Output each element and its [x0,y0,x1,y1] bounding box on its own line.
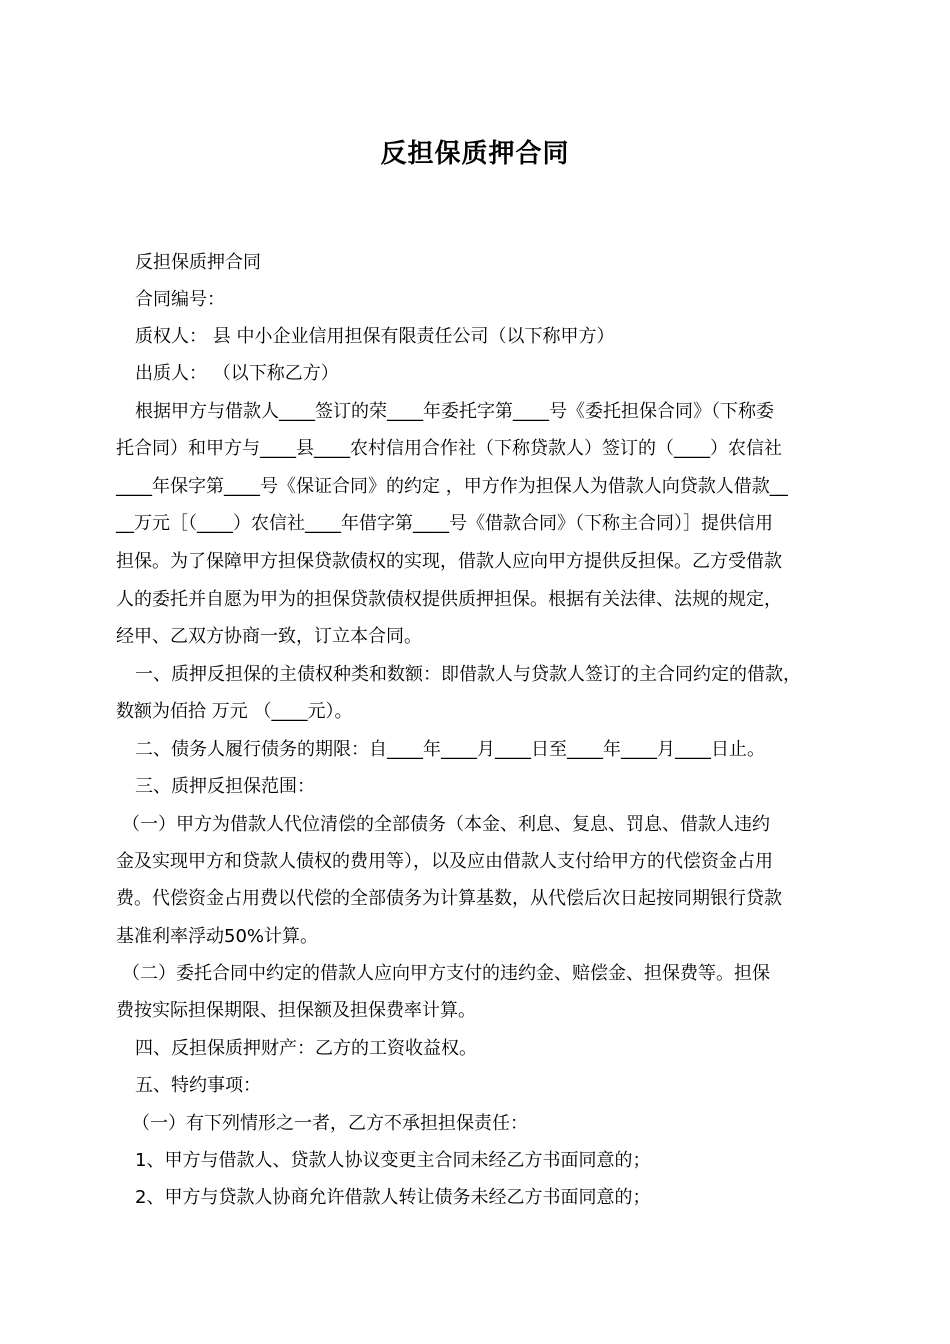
section-3: 三、质押反担保范围： [135,776,315,797]
clause-3-2: （二）委托合同中约定的借款人应向甲方支付的违约金、赔偿金、担保费等。担保 [122,963,770,984]
section-1: 一、质押反担保的主债权种类和数额：即借款人与贷款人签订的主合同约定的借款， [135,664,801,685]
paragraph-line: 根据甲方与借款人____签订的荣____年委托字第____号《委托担保合同》（下称委 [135,401,774,422]
clause-5-1: （一）有下列情形之一者，乙方不承担担保责任： [132,1113,528,1134]
paragraph-line: 托合同）和甲方与____县____农村信用合作社（下称贷款人）签订的（____）农信社 [116,438,782,459]
clause-3-1: （一）甲方为借款人代位清偿的全部债务（本金、利息、复息、罚息、借款人违约 [122,814,770,835]
paragraph-line: 人的委托并自愿为甲为的担保贷款债权提供质押担保。根据有关法律、法规的规定， [116,589,782,610]
paragraph-line: ____年保字第____号《保证合同》的约定 ，甲方作为担保人为借款人向贷款人借款__ [116,476,788,497]
paragraph-line: 担保。为了保障甲方担保贷款债权的实现，借款人应向甲方提供反担保。乙方受借款 [116,551,782,572]
pledgor: 出质人： （以下称乙方） [135,363,339,384]
paragraph-line: __万元［（____）农信社____年借字第____号《借款合同》（下称主合同）］提供信用 [116,513,773,534]
paragraph-line: 金及实现甲方和贷款人债权的费用等），以及应由借款人支付给甲方的代偿资金占用 [116,851,773,872]
section-5: 五、特约事项： [135,1075,261,1096]
paragraph-line: 费按实际担保期限、担保额及担保费率计算。 [116,1000,476,1021]
paragraph-line: 费。代偿资金占用费以代偿的全部债务为计算基数，从代偿后次日起按同期银行贷款 [116,888,782,909]
contract-number: 合同编号： [135,289,225,310]
document-title: 反担保质押合同 [380,139,570,169]
paragraph-line: 数额为佰拾 万元 （____元）。 [116,701,353,722]
section-4: 四、反担保质押财产：乙方的工资收益权。 [135,1038,477,1059]
heading-repeat: 反担保质押合同 [135,252,261,273]
section-2: 二、债务人履行债务的期限：自____年____月____日至____年____月____日止。 [135,739,765,760]
pledgee: 质权人： 县 中小企业信用担保有限责任公司（以下称甲方） [135,326,615,347]
paragraph-line: 经甲、乙双方协商一致，订立本合同。 [116,626,422,647]
paragraph-line: 基准利率浮动50%计算。 [116,926,319,947]
list-item: 2、甲方与贷款人协商允许借款人转让债务未经乙方书面同意的； [135,1187,651,1208]
list-item: 1、甲方与借款人、贷款人协议变更主合同未经乙方书面同意的； [135,1150,651,1171]
